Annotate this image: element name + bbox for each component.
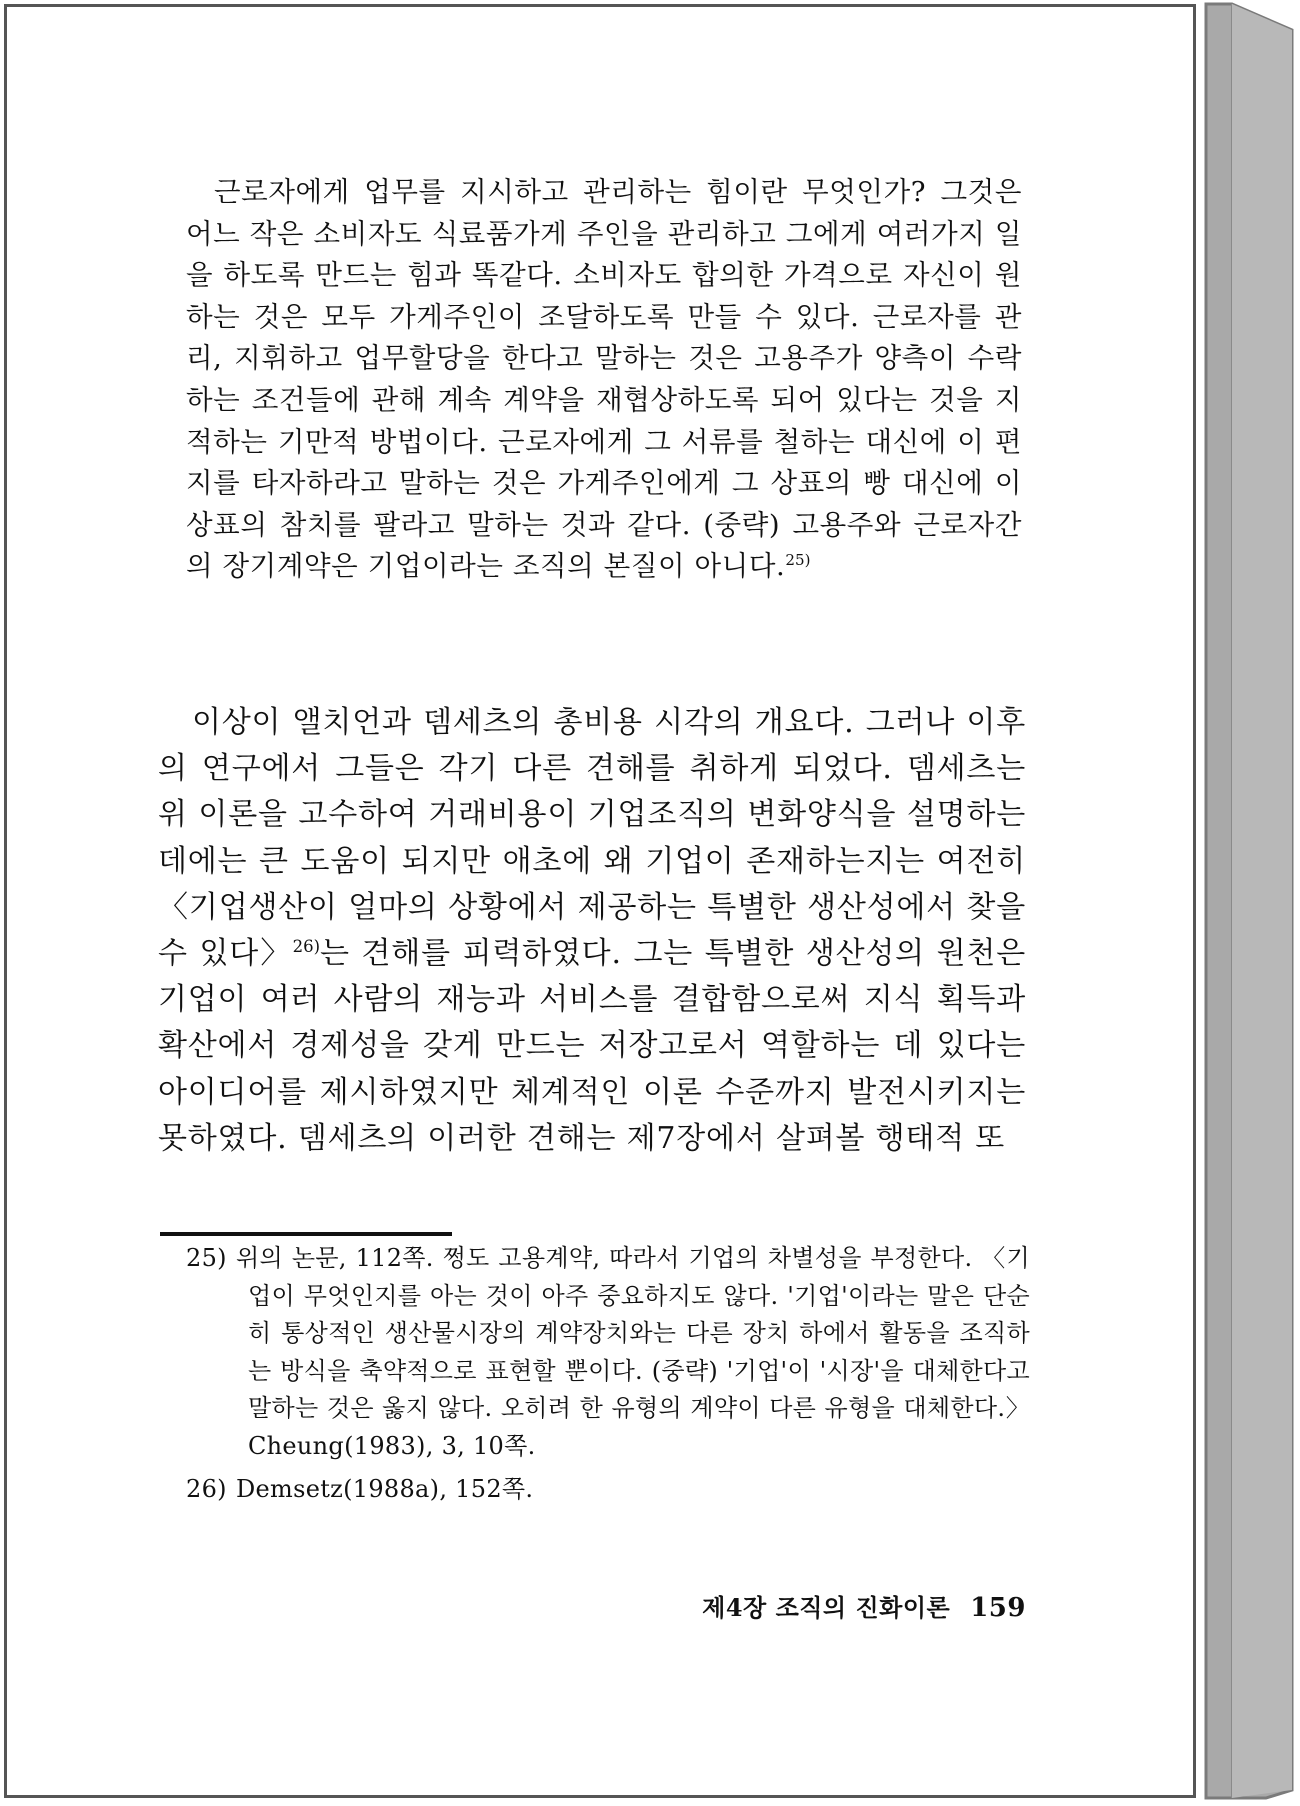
footnote-number: 26) [186,1475,227,1503]
footnote-text: 위의 논문, 112쪽. 쩡도 고용계약, 따라서 기업의 차별성을 부정한다. 〈기업이 무엇인지를 아는 것이 아주 중요하지도 않다. '기업'이라는 말은 단순히 통상적인 생산물시장의 계약장치와는 다른 장치 하에서 활동을 조직하는 방식을 축약적으로 표현할 뿐이다. (중략) '기업'이 '시장'을 대체한다고 말하는 것은 옳지 않다. 오히려 한 유형의 계약이 다른 유형을 대체한다.〉 Cheung(1983), 3, 10쪽. [236,1244,1030,1460]
page-edge-graphic [1196,0,1300,1806]
page-number: 159 [970,1593,1026,1623]
block-quote [186,172,1022,588]
body-paragraph-text-2: 는 견해를 피력하였다. 그는 특별한 생산성의 원천은 기업이 여러 사람의 재능과 서비스를 결합함으로써 지식 획득과 확산에서 경제성을 갖게 만드는 저장고로서 역할하는 데 있다는 아이디어를 제시하였지만 체계적인 이론 수준까지 발전시키지는 못하였다. 뎀세츠의 이러한 견해는 제7장에서 살펴볼 행태적 또 [158,936,1026,1156]
body-paragraph-text-1: 이상이 앨치언과 뎀세츠의 총비용 시각의 개요다. 그러나 이후의 연구에서 그들은 각기 다른 견해를 취하게 되었다. 뎀세츠는 위 이론을 고수하여 거래비용이 기업조직의 변화양식을 설명하는 데에는 큰 도움이 되지만 애초에 왜 기업이 존재하는지는 여전히 〈기업생산이 얼마의 상황에서 제공하는 특별한 생산성에서 찾을 수 있다〉 [158,705,1026,972]
page-stack-edge [1196,0,1300,1806]
footnote-text: Demsetz(1988a), 152쪽. [236,1475,534,1503]
body-paragraph [158,700,1026,1162]
footnote-divider [160,1232,452,1236]
block-quote-text: 근로자에게 업무를 지시하고 관리하는 힘이란 무엇인가? 그것은 어느 작은 소비자도 식료품가게 주인을 관리하고 그에게 여러가지 일을 하도록 만드는 힘과 똑같다. 소비자도 합의한 가격으로 자신이 원하는 것은 모두 가게주인이 조달하도록 만들 수 있다. 근로자를 관리, 지휘하고 업무할당을 한다고 말하는 것은 고용주가 양측이 수락하는 조건들에 관해 계속 계약을 재협상하도록 되어 있다는 것을 지적하는 기만적 방법이다. 근로자에게 그 서류를 철하는 대신에 이 편지를 타자하라고 말하는 것은 가게주인에게 그 상표의 빵 대신에 이 상표의 참치를 팔라고 말하는 것과 같다. (중략) 고용주와 근로자간의 장기계약은 기업이라는 조직의 본질이 아니다. [186,176,1022,583]
footnote-ref-25: 25) [785,551,811,570]
footnotes [186,1240,1030,1515]
footnote-26 [186,1471,1030,1509]
chapter-title: 제4장 조직의 진화이론 [702,1593,951,1622]
footnote-25 [186,1240,1030,1465]
footnote-number: 25) [186,1244,227,1272]
footnote-ref-26: 26) [292,937,321,957]
running-footer [660,1588,1026,1623]
